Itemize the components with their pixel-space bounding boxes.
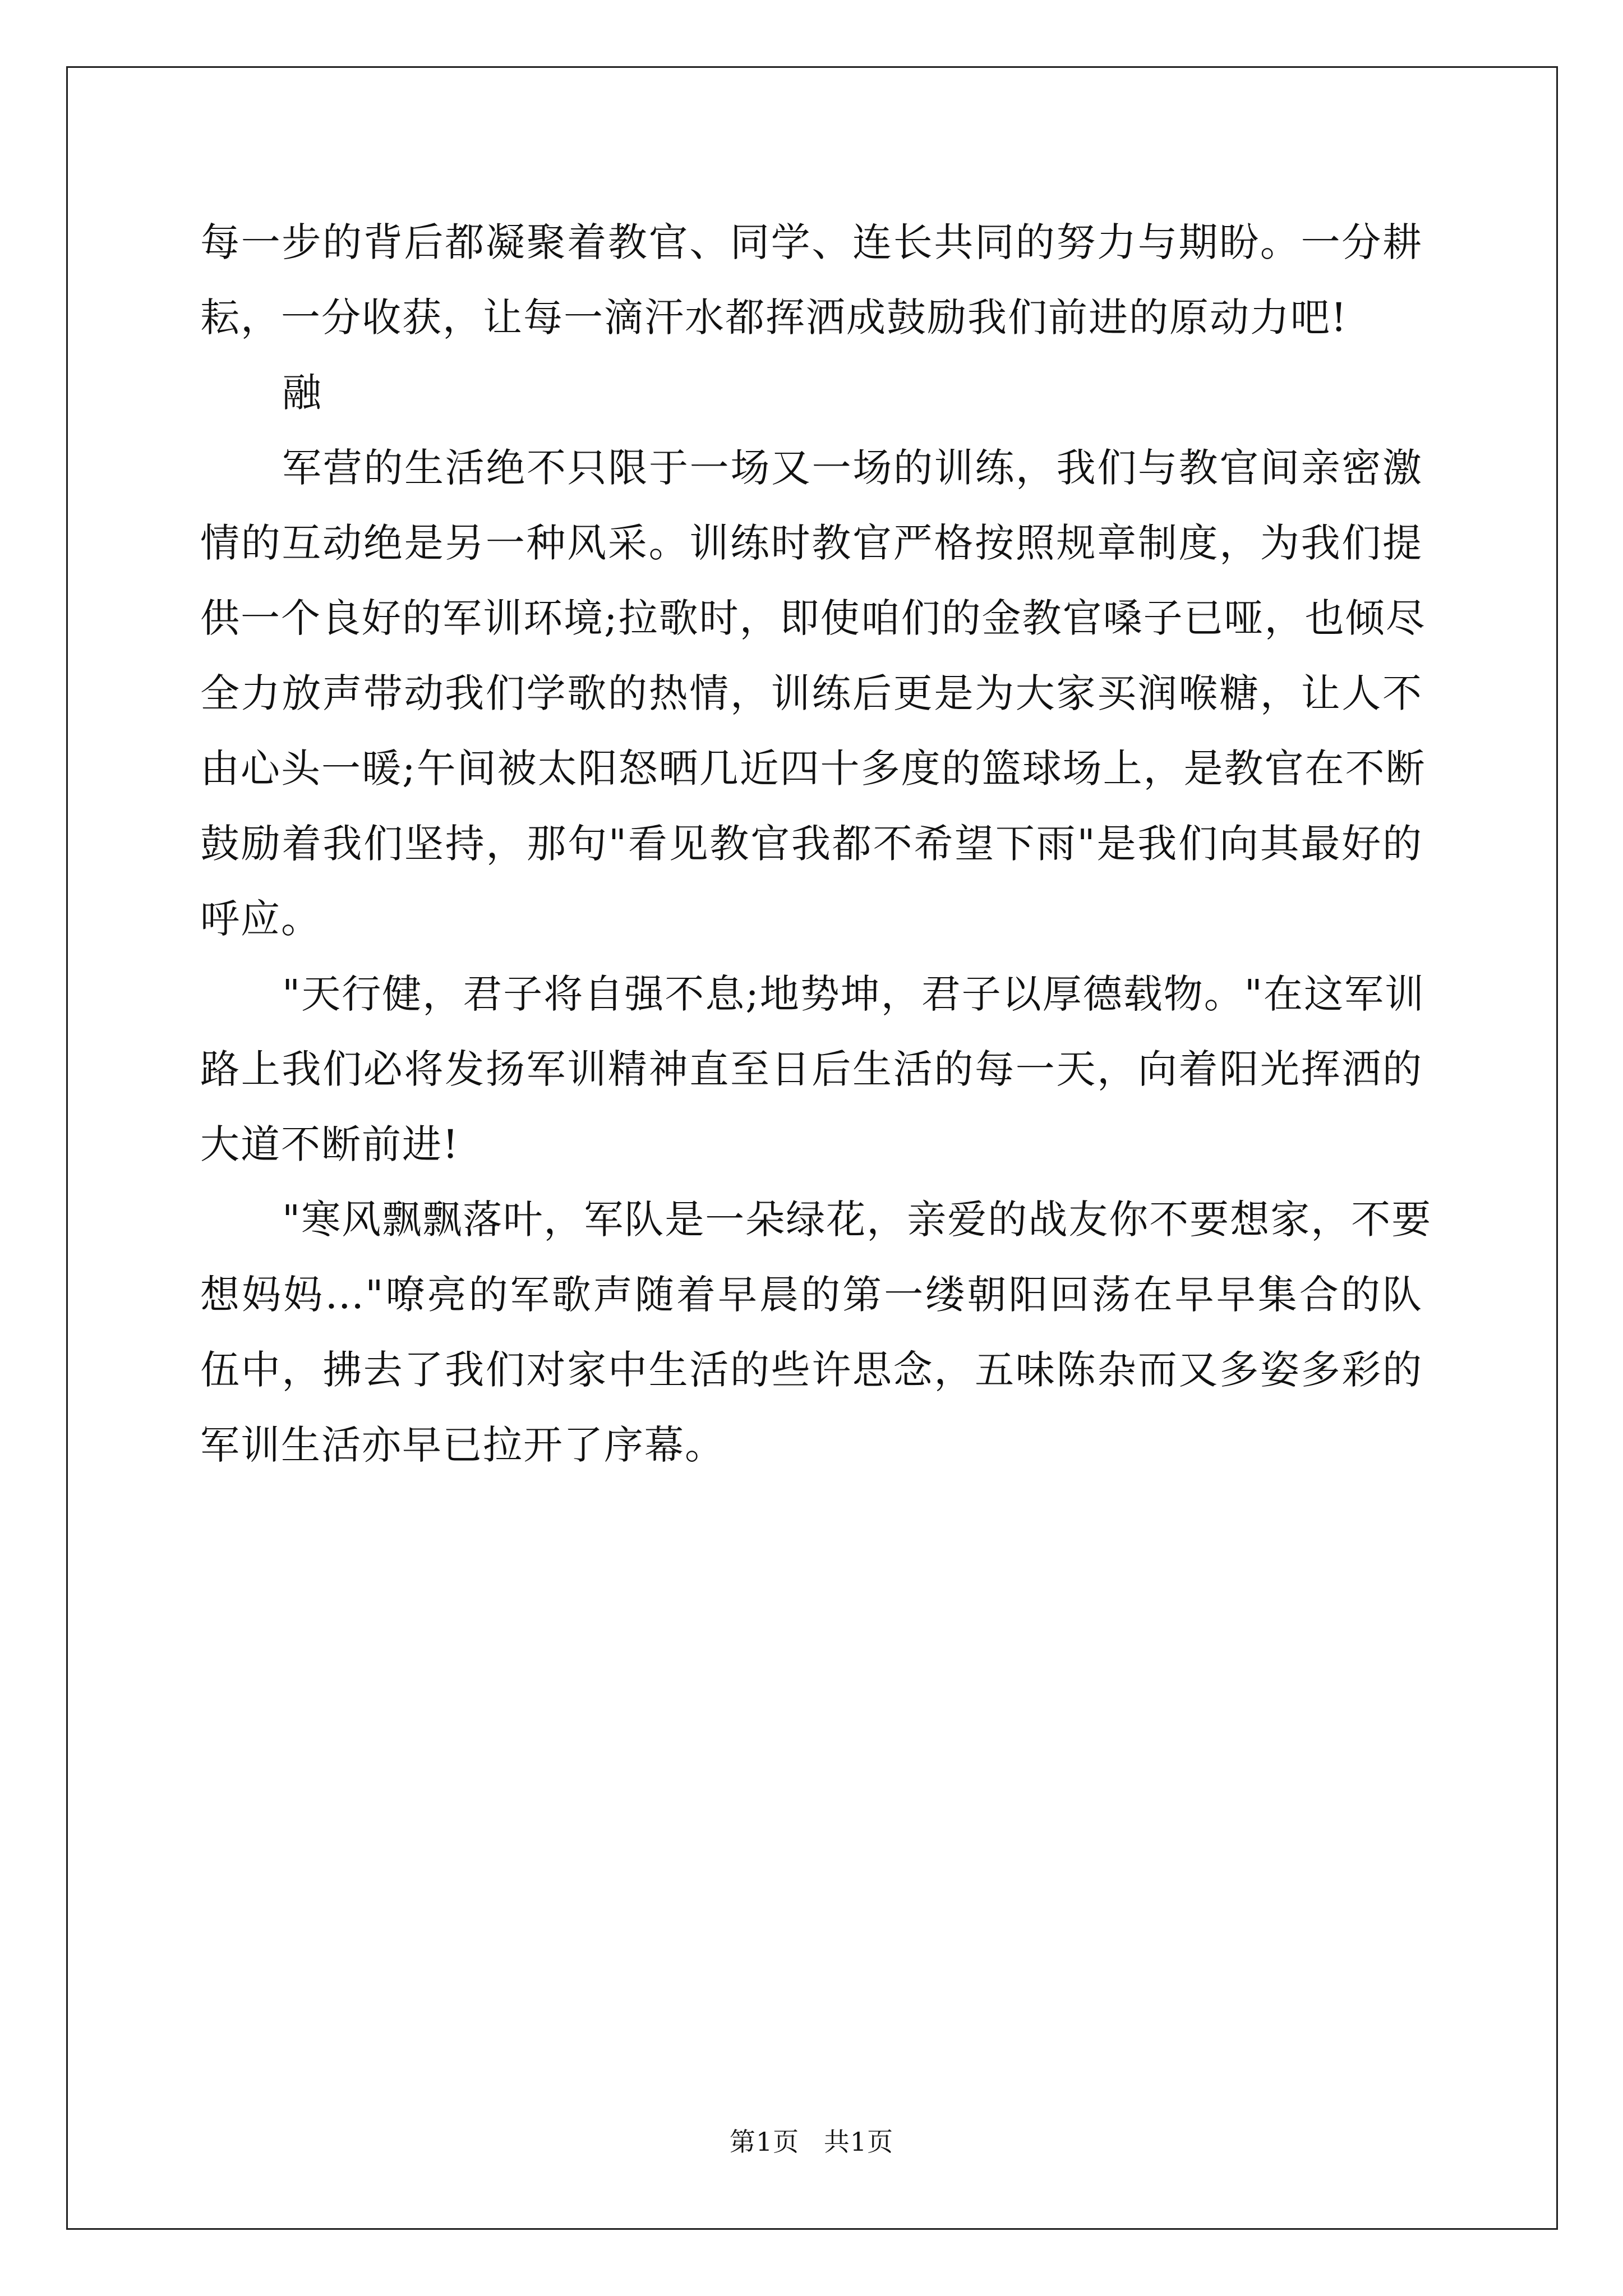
text-line: 由心头一暖;午间被太阳怒晒几近四十多度的篮球场上，是教官在不断 [200, 746, 1426, 792]
section-heading: 融 [282, 370, 322, 416]
text-line: 情的互动绝是另一种风采。训练时教官严格按照规章制度，为我们提 [200, 520, 1423, 566]
text-line: "天行健，君子将自强不息;地势坤，君子以厚德载物。"在这军训 [282, 971, 1425, 1017]
text-line: 军营的生活绝不只限于一场又一场的训练，我们与教官间亲密激 [282, 445, 1423, 491]
text-line: 路上我们必将发扬军训精神直至日后生活的每一天，向着阳光挥洒的 [200, 1046, 1423, 1092]
text-line: 伍中，拂去了我们对家中生活的些许思念，五味陈杂而又多姿多彩的 [200, 1347, 1423, 1393]
text-line: 供一个良好的军训环境;拉歌时，即使咱们的金教官嗓子已哑，也倾尽 [200, 595, 1426, 641]
text-line: 想妈妈…"嘹亮的军歌声随着早晨的第一缕朝阳回荡在早早集合的队 [200, 1272, 1423, 1318]
text-line: 大道不断前进! [200, 1121, 460, 1167]
page-total: 共1页 [823, 2127, 894, 2157]
document-body [200, 205, 1432, 1483]
text-line: 全力放声带动我们学歌的热情，训练后更是为大家买润喉糖，让人不 [200, 670, 1423, 716]
text-line: 耘，一分收获，让每一滴汗水都挥洒成鼓励我们前进的原动力吧! [200, 295, 1348, 341]
text-line: 每一步的背后都凝聚着教官、同学、连长共同的努力与期盼。一分耕 [200, 219, 1423, 265]
text-line: 鼓励着我们坚持，那句"看见教官我都不希望下雨"是我们向其最好的 [200, 821, 1423, 867]
page-footer [0, 2125, 1623, 2159]
text-line: 军训生活亦早已拉开了序幕。 [200, 1422, 725, 1468]
text-line: "寒风飘飘落叶，军队是一朵绿花，亲爱的战友你不要想家，不要 [282, 1197, 1432, 1243]
page-number: 第1页 [729, 2127, 800, 2157]
text-line: 呼应。 [200, 896, 321, 942]
